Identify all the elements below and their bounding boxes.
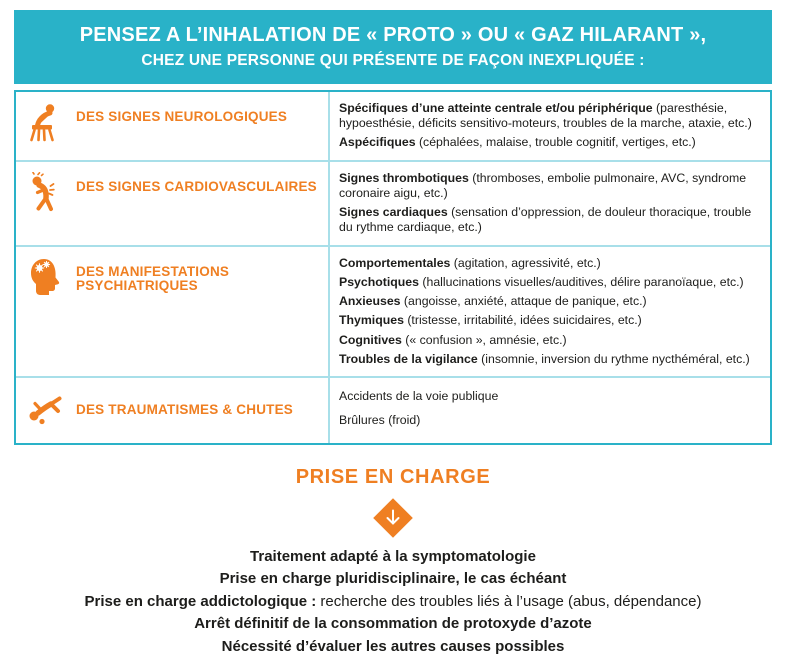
infographic-page: [14, 10, 772, 658]
symptom-item: Signes thrombotiques (thromboses, embolie pulmonaire, AVC, syndrome coronaire aigu, etc.): [339, 170, 747, 200]
row-label: DES SIGNES NEUROLOGIQUES: [76, 109, 288, 124]
header-banner: [14, 10, 772, 84]
symptom-item: Thymiques (tristesse, irritabilité, idées suicidaires, etc.): [339, 313, 642, 328]
care-line: Prise en charge pluridisciplinaire, le cas échéant: [219, 570, 567, 588]
row-label: DES TRAUMATISMES & CHUTES: [76, 401, 294, 417]
care-line: Nécessité d’évaluer les autres causes possibles: [221, 637, 565, 655]
row-header-cell: [16, 92, 330, 160]
table-row-neurological: [16, 92, 770, 160]
symptom-item: Anxieuses (angoisse, anxiété, attaque de panique, etc.): [339, 294, 647, 309]
symptom-item: Spécifiques d’une atteinte centrale et/ou périphérique (paresthésie, hypoesthésie, déficits sensitivo-moteurs, troubles de la marche, ataxie, etc.): [339, 101, 752, 131]
row-label: DES SIGNES CARDIOVASCULAIRES: [76, 178, 317, 194]
falling-person-icon: [24, 389, 66, 431]
row-header-cell: [16, 378, 330, 442]
row-detail-cell: [330, 378, 770, 442]
care-lines: [14, 546, 772, 658]
symptom-item: Psychotiques (hallucinations visuelles/auditives, délire paranoïaque, etc.): [339, 274, 744, 289]
care-line: Arrêt définitif de la consommation de protoxyde d’azote: [194, 615, 592, 633]
row-detail-cell: [330, 162, 770, 245]
symptom-item: Signes cardiaques (sensation d’oppression, de douleur thoracique, trouble du rythme cardiaque, etc.): [339, 205, 752, 235]
row-header-cell: [16, 247, 330, 376]
row-detail-cell: [330, 247, 770, 376]
slumped-seated-person-icon: [24, 101, 66, 143]
symptom-item: Cognitives (« confusion », amnésie, etc.): [339, 332, 567, 347]
table-row-psychiatric: [16, 245, 770, 376]
care-line: Traitement adapté à la symptomatologie: [250, 547, 536, 565]
row-detail-cell: [330, 92, 770, 160]
care-section: [14, 466, 772, 658]
table-row-trauma: [16, 376, 770, 442]
symptom-item: Accidents de la voie publique: [339, 389, 499, 404]
header-subtitle: CHEZ UNE PERSONNE QUI PRÉSENTE DE FAÇON INEXPLIQUÉE :: [141, 52, 645, 69]
head-with-gears-icon: [24, 256, 66, 298]
symptom-item: Comportementales (agitation, agressivité, etc.): [339, 255, 601, 270]
symptom-item: Brûlures (froid): [339, 413, 421, 428]
down-arrow-diamond-icon: [373, 498, 413, 538]
care-line: Prise en charge addictologique : recherche des troubles liés à l’usage (abus, dépendance): [84, 592, 702, 610]
chest-pain-person-icon: [24, 171, 66, 213]
symptom-item: Troubles de la vigilance (insomnie, inversion du rythme nycthéméral, etc.): [339, 351, 750, 366]
header-title: PENSEZ A L’INHALATION DE « PROTO » OU « GAZ HILARANT »,: [79, 24, 707, 46]
care-title: PRISE EN CHARGE: [295, 465, 491, 488]
symptoms-table: [14, 90, 772, 445]
row-label: DES MANIFESTATIONS PSYCHIATRIQUES: [76, 263, 230, 294]
symptom-item: Aspécifiques (céphalées, malaise, trouble cognitif, vertiges, etc.): [339, 135, 696, 150]
table-row-cardiovascular: [16, 160, 770, 245]
row-header-cell: [16, 162, 330, 245]
